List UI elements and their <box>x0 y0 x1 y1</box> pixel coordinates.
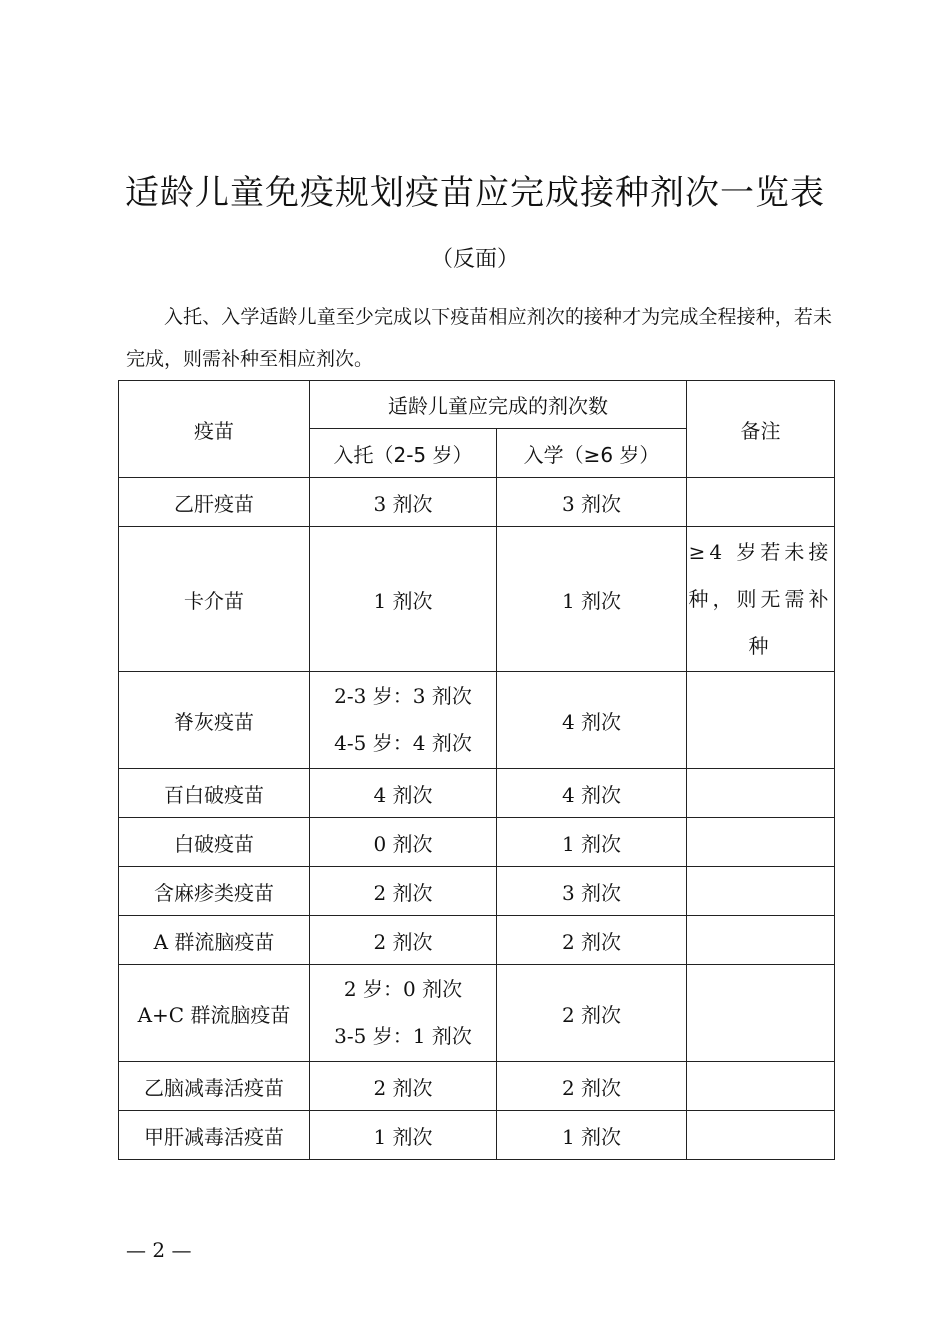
nursery-doses: 3 剂次 <box>310 478 497 527</box>
table-row <box>119 1111 835 1160</box>
header-doses-group: 适龄儿童应完成的剂次数 <box>310 381 687 429</box>
remarks-cell: ≥4 岁若未接种，则无需补种 <box>687 527 835 672</box>
header-nursery: 入托（2-5 岁） <box>310 429 497 478</box>
vaccine-name: 含麻疹类疫苗 <box>119 867 310 916</box>
table-row <box>119 672 835 769</box>
table-row <box>119 965 835 1062</box>
nursery-doses: 0 剂次 <box>310 818 497 867</box>
remarks-cell <box>687 672 835 769</box>
vaccine-name: A+C 群流脑疫苗 <box>119 965 310 1062</box>
remarks-cell <box>687 867 835 916</box>
remarks-cell <box>687 1111 835 1160</box>
school-doses: 3 剂次 <box>497 867 687 916</box>
nursery-doses-line: 2-3 岁：3 剂次 <box>334 684 472 708</box>
nursery-doses-line: 3-5 岁：1 剂次 <box>334 1024 472 1048</box>
nursery-doses <box>310 672 497 769</box>
remarks-cell <box>687 478 835 527</box>
nursery-doses: 2 剂次 <box>310 867 497 916</box>
table-row <box>119 818 835 867</box>
school-doses: 1 剂次 <box>497 527 687 672</box>
nursery-doses: 1 剂次 <box>310 1111 497 1160</box>
nursery-doses-line: 4-5 岁：4 剂次 <box>334 731 472 755</box>
nursery-doses: 2 剂次 <box>310 1062 497 1111</box>
vaccine-name: 甲肝减毒活疫苗 <box>119 1111 310 1160</box>
remarks-cell <box>687 965 835 1062</box>
school-doses: 2 剂次 <box>497 965 687 1062</box>
school-doses: 4 剂次 <box>497 672 687 769</box>
school-doses: 1 剂次 <box>497 818 687 867</box>
page-title: 适龄儿童免疫规划疫苗应完成接种剂次一览表 <box>125 173 825 213</box>
nursery-doses: 2 剂次 <box>310 916 497 965</box>
table-row <box>119 527 835 672</box>
header-vaccine: 疫苗 <box>119 381 310 478</box>
vaccine-name: 脊灰疫苗 <box>119 672 310 769</box>
nursery-doses: 4 剂次 <box>310 769 497 818</box>
school-doses: 3 剂次 <box>497 478 687 527</box>
header-school: 入学（≥6 岁） <box>497 429 687 478</box>
remarks-cell <box>687 769 835 818</box>
table-row <box>119 478 835 527</box>
table-row <box>119 867 835 916</box>
vaccine-name: 百白破疫苗 <box>119 769 310 818</box>
school-doses: 4 剂次 <box>497 769 687 818</box>
table-row <box>119 769 835 818</box>
table-row <box>119 916 835 965</box>
header-remarks: 备注 <box>687 381 835 478</box>
school-doses: 1 剂次 <box>497 1111 687 1160</box>
nursery-doses <box>310 965 497 1062</box>
school-doses: 2 剂次 <box>497 916 687 965</box>
page-number: — 2 — <box>126 1238 192 1262</box>
nursery-doses-line: 2 岁：0 剂次 <box>343 977 463 1001</box>
page-subtitle: （反面） <box>430 247 519 272</box>
table-row <box>119 1062 835 1111</box>
remarks-cell <box>687 1062 835 1111</box>
school-doses: 2 剂次 <box>497 1062 687 1111</box>
vaccine-name: A 群流脑疫苗 <box>119 916 310 965</box>
vaccine-name: 卡介苗 <box>119 527 310 672</box>
vaccine-name: 乙肝疫苗 <box>119 478 310 527</box>
intro-paragraph: 入托、入学适龄儿童至少完成以下疫苗相应剂次的接种才为完成全程接种，若未完成，则需补种至相应剂次。 <box>126 306 832 370</box>
vaccine-name: 白破疫苗 <box>119 818 310 867</box>
remarks-cell <box>687 818 835 867</box>
vaccine-name: 乙脑减毒活疫苗 <box>119 1062 310 1111</box>
vaccine-dose-table <box>118 380 835 1160</box>
remarks-cell <box>687 916 835 965</box>
nursery-doses: 1 剂次 <box>310 527 497 672</box>
